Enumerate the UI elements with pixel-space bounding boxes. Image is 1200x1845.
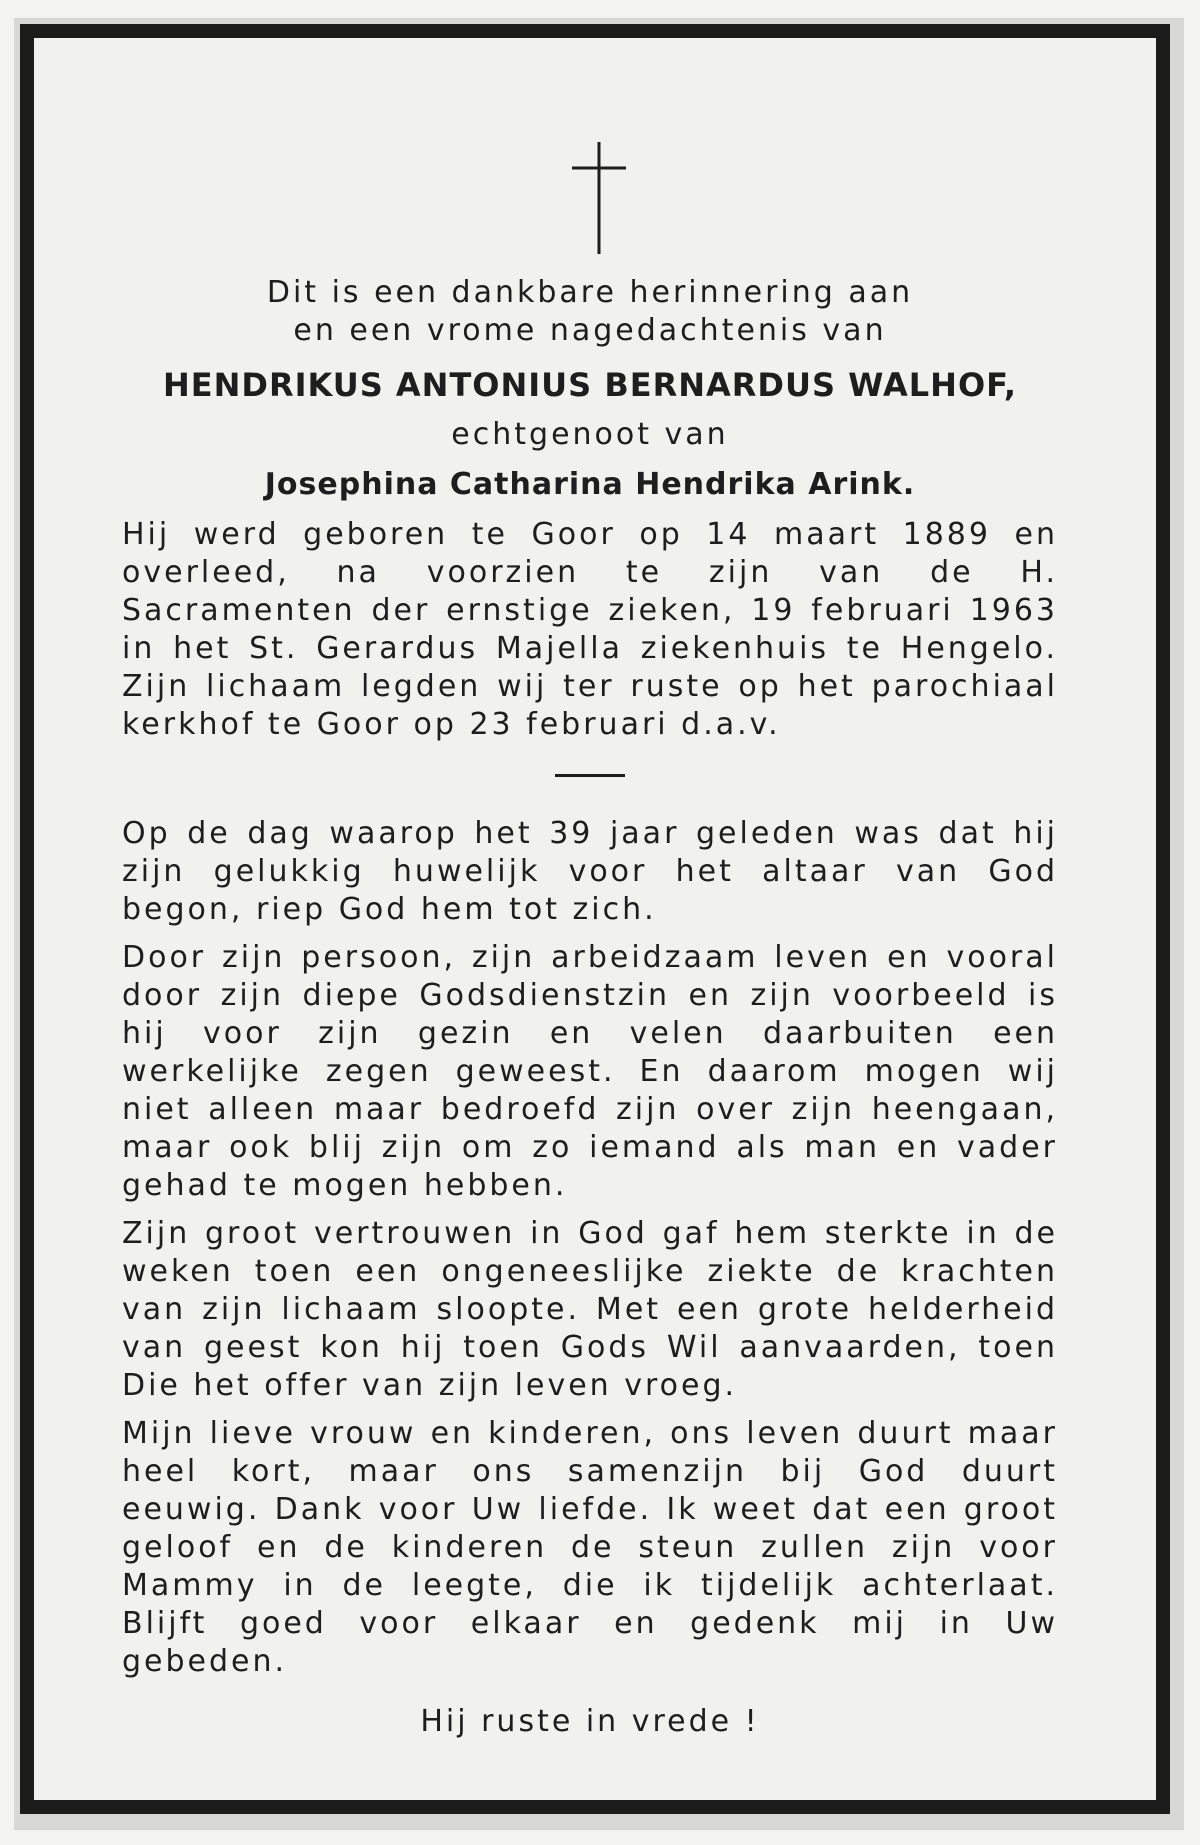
relation-label: echtgenoot van [451,417,729,452]
paragraph-faith: Zijn groot vertrouwen in God gaf hem sterkte in de weken toen een ongeneeslijke ziekte de krachten van zijn lichaam sloopte. Met een grote helderheid van geest kon hij toen Gods Wil aanvaarden, toen Die het offer van zijn leven vroeg. [122,1216,1058,1403]
paragraph-farewell: Mijn lieve vrouw en kinderen, ons leven duurt maar heel kort, maar ons samenzijn bij God duurt eeuwig. Dank voor Uw liefde. Ik weet dat een groot geloof en de kinderen de steun zullen zijn voor Mammy in de leegte, die ik tijdelijk achterlaat. Blijft goed voor elkaar en gedenk mij in Uw gebeden. [122,1416,1058,1679]
paragraph-character: Door zijn persoon, zijn arbeidzaam leven en vooral door zijn diepe Godsdienstzin en zijn voorbeeld is hij voor zijn gezin en velen daarbuiten een werkelijke zegen geweest. En daarom mogen wij niet alleen maar bedroefd zijn over zijn heengaan, maar ook blij zijn om zo iemand als man en vader gehad te mogen hebben. [122,940,1058,1203]
intro-line-1: Dit is een dankbare herinnering aan [266,275,914,310]
closing-prayer: Hij ruste in vrede ! [420,1704,760,1739]
deceased-name: HENDRIKUS ANTONIUS BERNARDUS WALHOF, [162,366,1018,404]
biography-paragraph: Hij werd geboren te Goor op 14 maart 1889 en overleed, na voorzien te zijn van de H. Sacramenten der ernstige zieken, 19 februari 1963 in het St. Gerardus Majella ziekenhuis te Hengelo. Zijn lichaam legden wij ter ruste op het parochiaal kerkhof te Goor op 23 februari d.a.v. [122,517,1058,742]
intro-line-2: en een vrome nagedachtenis van [293,313,887,348]
cross-icon [564,138,634,258]
spouse-name: Josephina Catharina Hendrika Arink. [264,467,916,502]
card-text [122,274,1058,1741]
section-divider [555,774,625,777]
paragraph-anniversary: Op de dag waarop het 39 jaar geleden was dat hij zijn gelukkig huwelijk voor het altaar van God begon, riep God hem tot zich. [122,816,1058,927]
memorial-card [20,24,1170,1814]
